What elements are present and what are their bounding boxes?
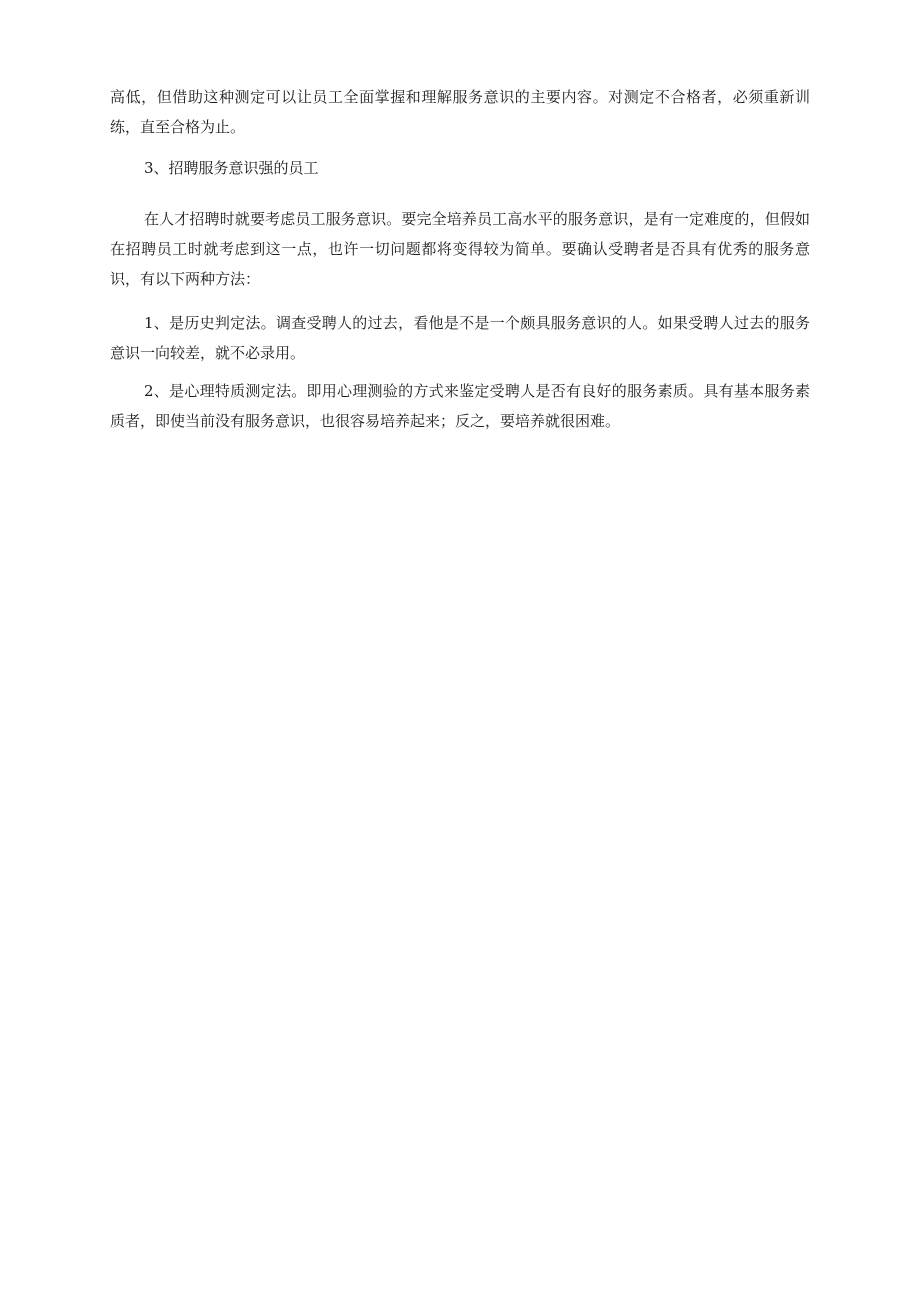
paragraph-method-1 [110, 308, 810, 368]
paragraph-continuation [110, 82, 810, 142]
paragraph-method-2 [110, 376, 810, 436]
paragraph-text: 2、是心理特质测定法。即用心理测验的方式来鉴定受聘人是否有良好的服务素质。具有基本服务素质者，即使当前没有服务意识，也很容易培养起来；反之，要培养就很困难。 [110, 382, 810, 430]
paragraph-text: 高低，但借助这种测定可以让员工全面掌握和理解服务意识的主要内容。对测定不合格者，必须重新训练，直至合格为止。 [110, 88, 810, 136]
paragraph-text: 在人才招聘时就要考虑员工服务意识。要完全培养员工高水平的服务意识，是有一定难度的，但假如在招聘员工时就考虑到这一点，也许一切问题都将变得较为简单。要确认受聘者是否具有优秀的服务意识，有以下两种方法： [110, 210, 810, 288]
section-heading [110, 153, 810, 183]
paragraph-recruitment [110, 204, 810, 294]
section-heading-text: 3、招聘服务意识强的员工 [144, 159, 319, 177]
paragraph-text: 1、是历史判定法。调查受聘人的过去，看他是不是一个颇具服务意识的人。如果受聘人过去的服务意识一向较差，就不必录用。 [110, 314, 810, 362]
